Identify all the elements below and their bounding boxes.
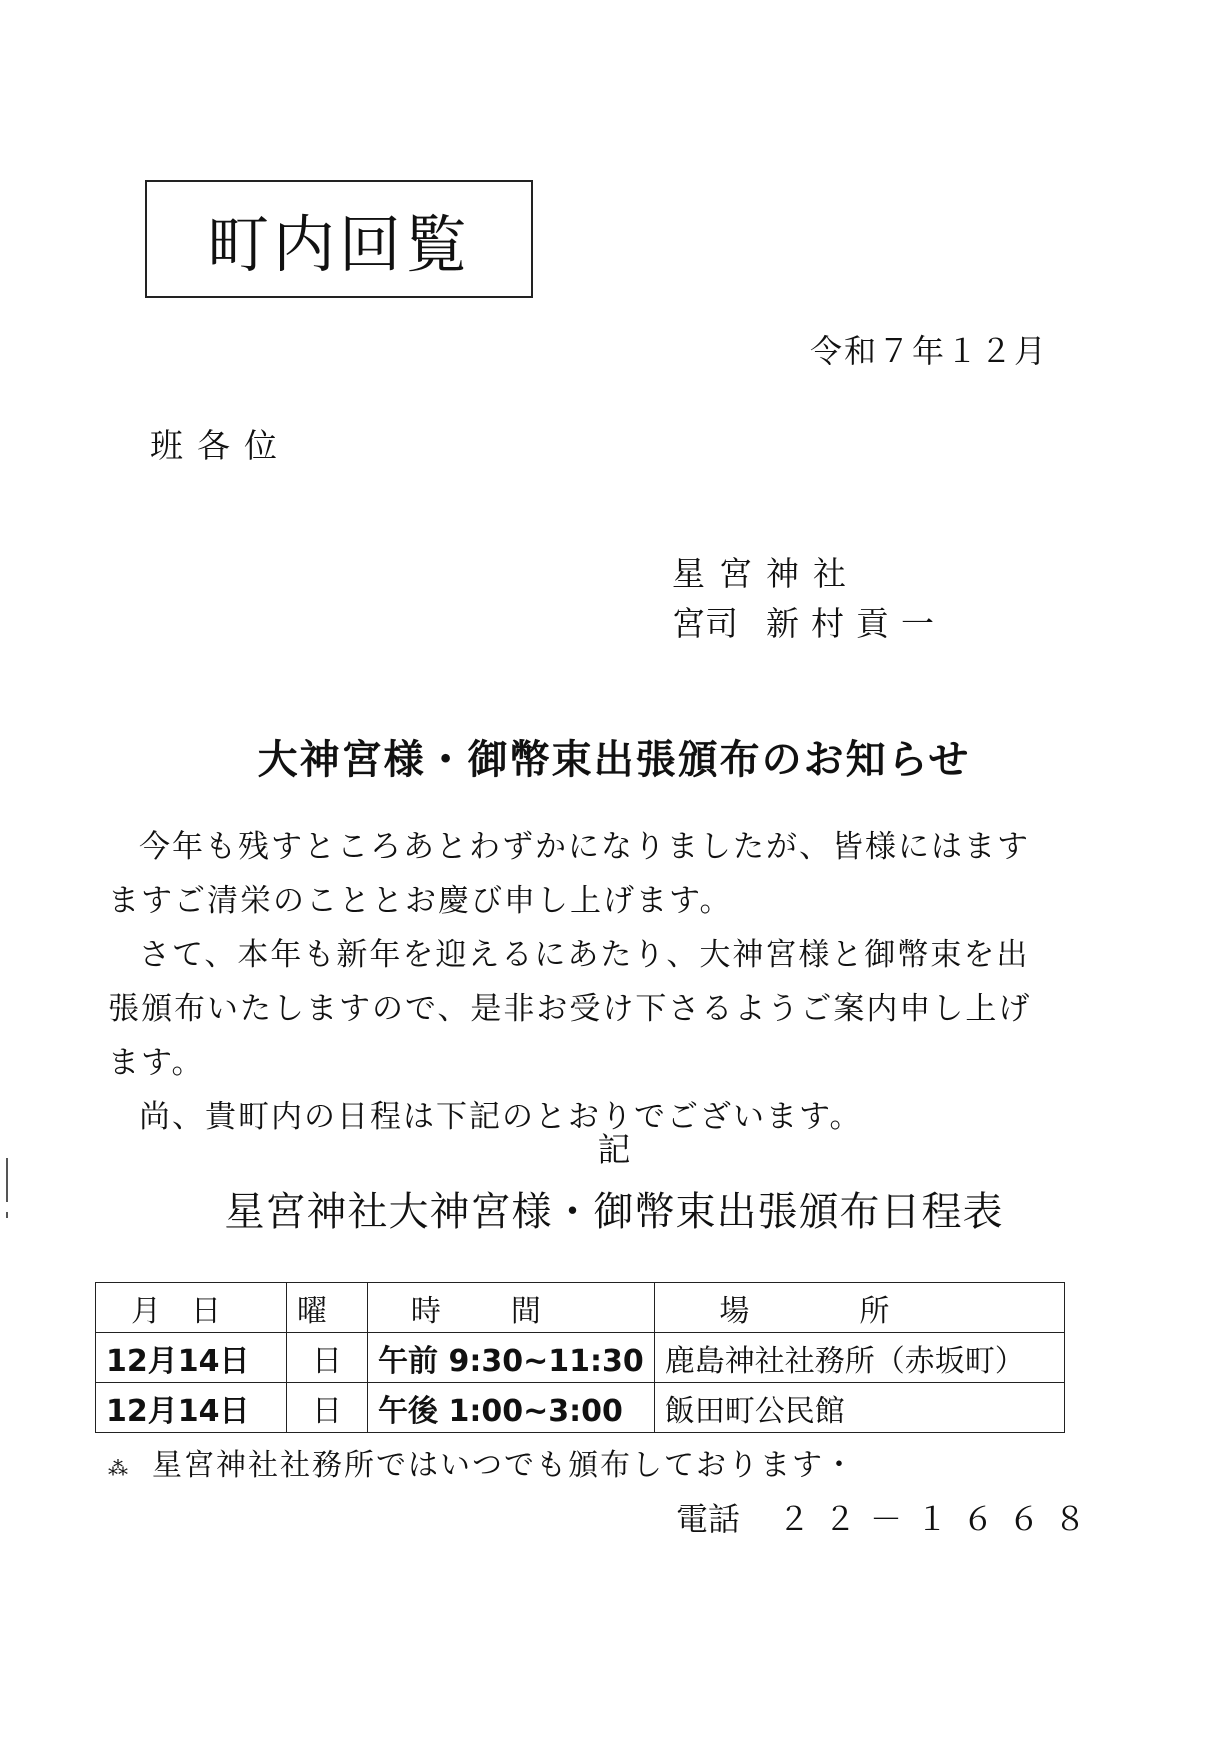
schedule-table	[95, 1282, 1065, 1433]
notice-title: 大神宮様・御幣束出張頒布のお知らせ	[257, 737, 971, 783]
sender-organization: 星宮神社	[672, 554, 860, 593]
notice-type-box	[145, 180, 533, 298]
row-time: 午前 9:30~11:30	[368, 1333, 655, 1383]
schedule-title: 星宮神社大神宮様・御幣束出張頒布日程表	[224, 1189, 1004, 1235]
header-date: 月日	[96, 1283, 287, 1333]
row-date: 12月14日	[96, 1333, 287, 1383]
body-paragraph: 今年も残すところあとわずかになりましたが、皆様にはますますご清栄のこととお慶び申し上げます。	[108, 829, 1030, 919]
header-place: 場所	[654, 1283, 1064, 1333]
body-paragraph: 尚、貴町内の日程は下記のとおりでございます。	[139, 1099, 863, 1135]
body-text	[108, 820, 1052, 1144]
row-place: 鹿島神社社務所（赤坂町）	[654, 1333, 1064, 1383]
asterism-icon: ⁂	[108, 1456, 130, 1480]
row-place: 飯田町公民館	[654, 1383, 1064, 1433]
table-row	[96, 1383, 1065, 1433]
scan-artifact	[6, 1158, 8, 1202]
header-time: 時間	[368, 1283, 655, 1333]
issue-date: 令和７年１２月	[809, 332, 1048, 370]
table-header-row	[96, 1283, 1065, 1333]
sender-title: 宮司	[672, 604, 738, 643]
phone-number: ２２－１６６８	[778, 1500, 1101, 1538]
row-day: 日	[287, 1333, 368, 1383]
phone-contact	[676, 1494, 1100, 1540]
table-row	[96, 1333, 1065, 1383]
row-time: 午後 1:00~3:00	[368, 1383, 655, 1433]
phone-label: 電話	[676, 1500, 741, 1538]
sender-priest	[672, 598, 946, 645]
sender-name: 新村貢一	[766, 604, 946, 643]
ki-heading: 記	[597, 1130, 631, 1169]
footnote-text: 星宮神社社務所ではいつでも頒布しております・	[152, 1448, 856, 1483]
header-day: 曜	[287, 1283, 368, 1333]
scan-artifact	[6, 1212, 8, 1218]
body-paragraph: さて、本年も新年を迎えるにあたり、大神宮様と御幣束を出張頒布いたしますので、是非お受け下さるようご案内申し上げます。	[108, 937, 1032, 1081]
addressee: 班各位	[150, 426, 291, 465]
footnote	[108, 1440, 856, 1484]
row-day: 日	[287, 1383, 368, 1433]
row-date: 12月14日	[96, 1383, 287, 1433]
notice-type-label: 町内回覧	[206, 207, 471, 281]
